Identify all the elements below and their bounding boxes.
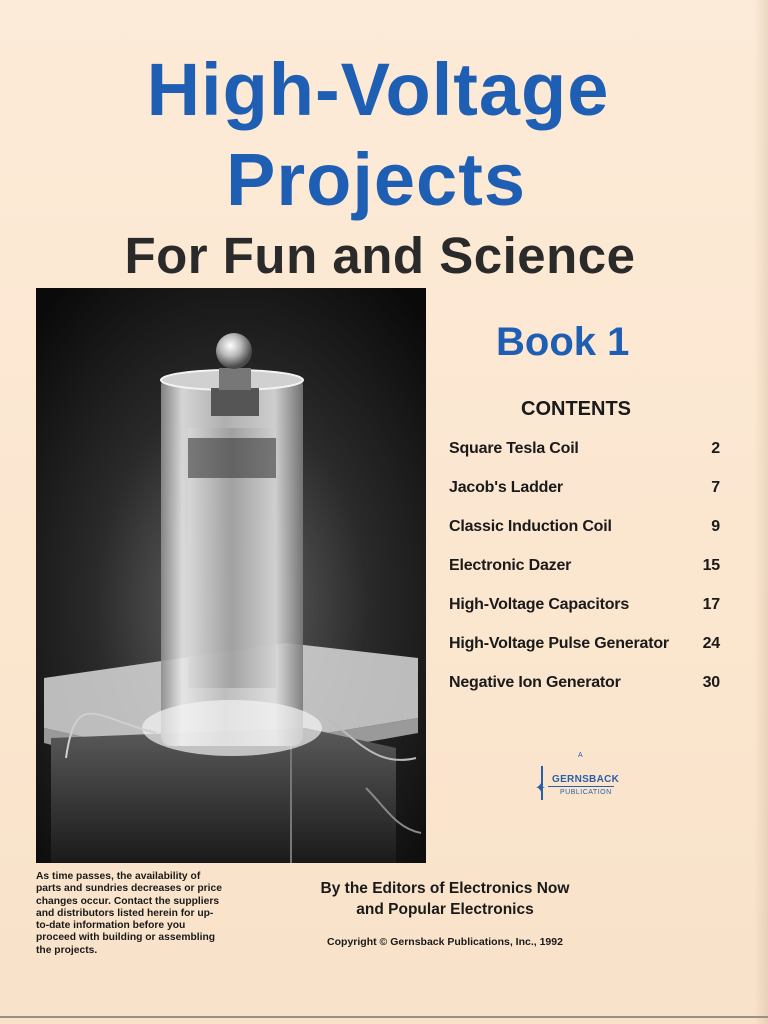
title-line-2: Projects [225, 138, 527, 221]
toc-item-page: 17 [702, 596, 720, 613]
star-icon: ✦ [535, 780, 546, 795]
table-of-contents [449, 440, 720, 713]
logo-prefix: A [578, 752, 583, 759]
subtitle: For Fun and Science [124, 227, 636, 284]
toc-item[interactable] [449, 596, 720, 635]
copyright-notice: Copyright © Gernsback Publications, Inc., 1992 [327, 936, 563, 948]
toc-item-title: Negative Ion Generator [449, 674, 621, 691]
toc-item[interactable] [449, 518, 720, 557]
logo-suffix: PUBLICATION [560, 789, 612, 796]
page-bottom-rule [0, 1016, 768, 1018]
toc-item[interactable] [449, 440, 720, 479]
editors-line-2: and Popular Electronics [356, 901, 534, 918]
toc-item-page: 24 [702, 635, 720, 652]
toc-item-title: High-Voltage Pulse Generator [449, 635, 669, 652]
toc-item[interactable] [449, 557, 720, 596]
gernsback-publication-logo [534, 752, 624, 804]
cover-photo-tesla-coil [36, 288, 426, 863]
toc-item-page: 2 [711, 440, 720, 457]
logo-horizontal-rule [548, 786, 614, 787]
contents-heading: CONTENTS [521, 398, 631, 420]
toc-item[interactable] [449, 479, 720, 518]
title-line-1: High-Voltage [146, 48, 610, 131]
toc-item-title: Classic Induction Coil [449, 518, 612, 535]
logo-name: GERNSBACK [552, 774, 620, 785]
disclaimer-text: As time passes, the availability of parts and sundries decreases or price changes occur. Contact the suppliers and distributors listed herein for up-to-date information before you proceed with building or assembling the projects. [36, 871, 222, 956]
toc-item-title: Jacob's Ladder [449, 479, 563, 496]
toc-item-page: 15 [702, 557, 720, 574]
toc-item-title: Electronic Dazer [449, 557, 572, 574]
editors-line-1: By the Editors of Electronics Now [320, 880, 570, 897]
toc-item-page: 7 [711, 479, 720, 496]
toc-item[interactable] [449, 674, 720, 713]
toc-item-page: 9 [711, 518, 720, 535]
editors-credit [270, 878, 620, 920]
toc-item-title: Square Tesla Coil [449, 440, 579, 457]
toc-item-page: 30 [702, 674, 720, 691]
toc-item[interactable] [449, 635, 720, 674]
book-number-label: Book 1 [496, 320, 630, 364]
toc-item-title: High-Voltage Capacitors [449, 596, 630, 613]
